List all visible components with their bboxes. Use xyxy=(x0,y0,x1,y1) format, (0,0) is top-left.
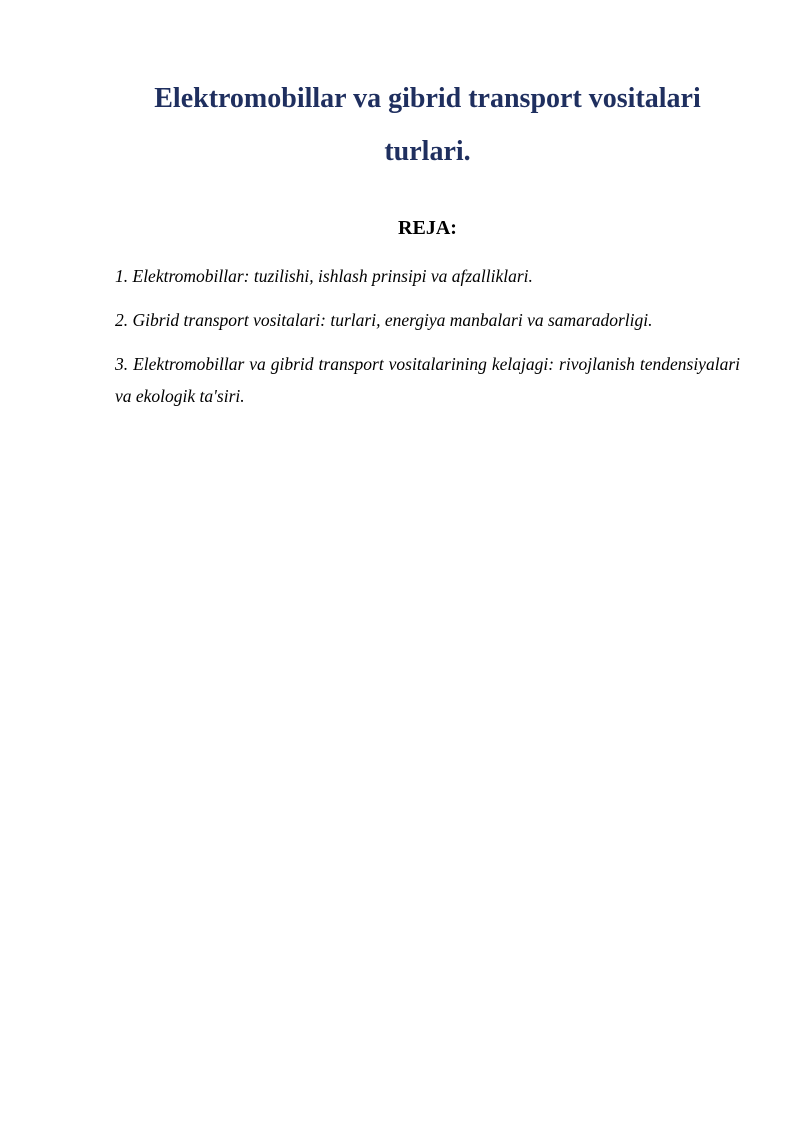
plan-item-1: 1. Elektromobillar: tuzilishi, ishlash prinsipi va afzalliklari. xyxy=(115,266,533,286)
plan-list xyxy=(115,260,740,424)
plan-item-2: 2. Gibrid transport vositalari: turlari, energiya manbalari va samaradorligi. xyxy=(115,310,653,330)
document-title: Elektromobillar va gibrid transport vositalari turlari. xyxy=(154,83,701,167)
plan-heading: REJA: xyxy=(398,217,457,239)
plan-item-3: 3. Elektromobillar va gibrid transport vositalarining kelajagi: rivojlanish tendensiyalari va ekologik ta'siri. xyxy=(115,354,740,406)
